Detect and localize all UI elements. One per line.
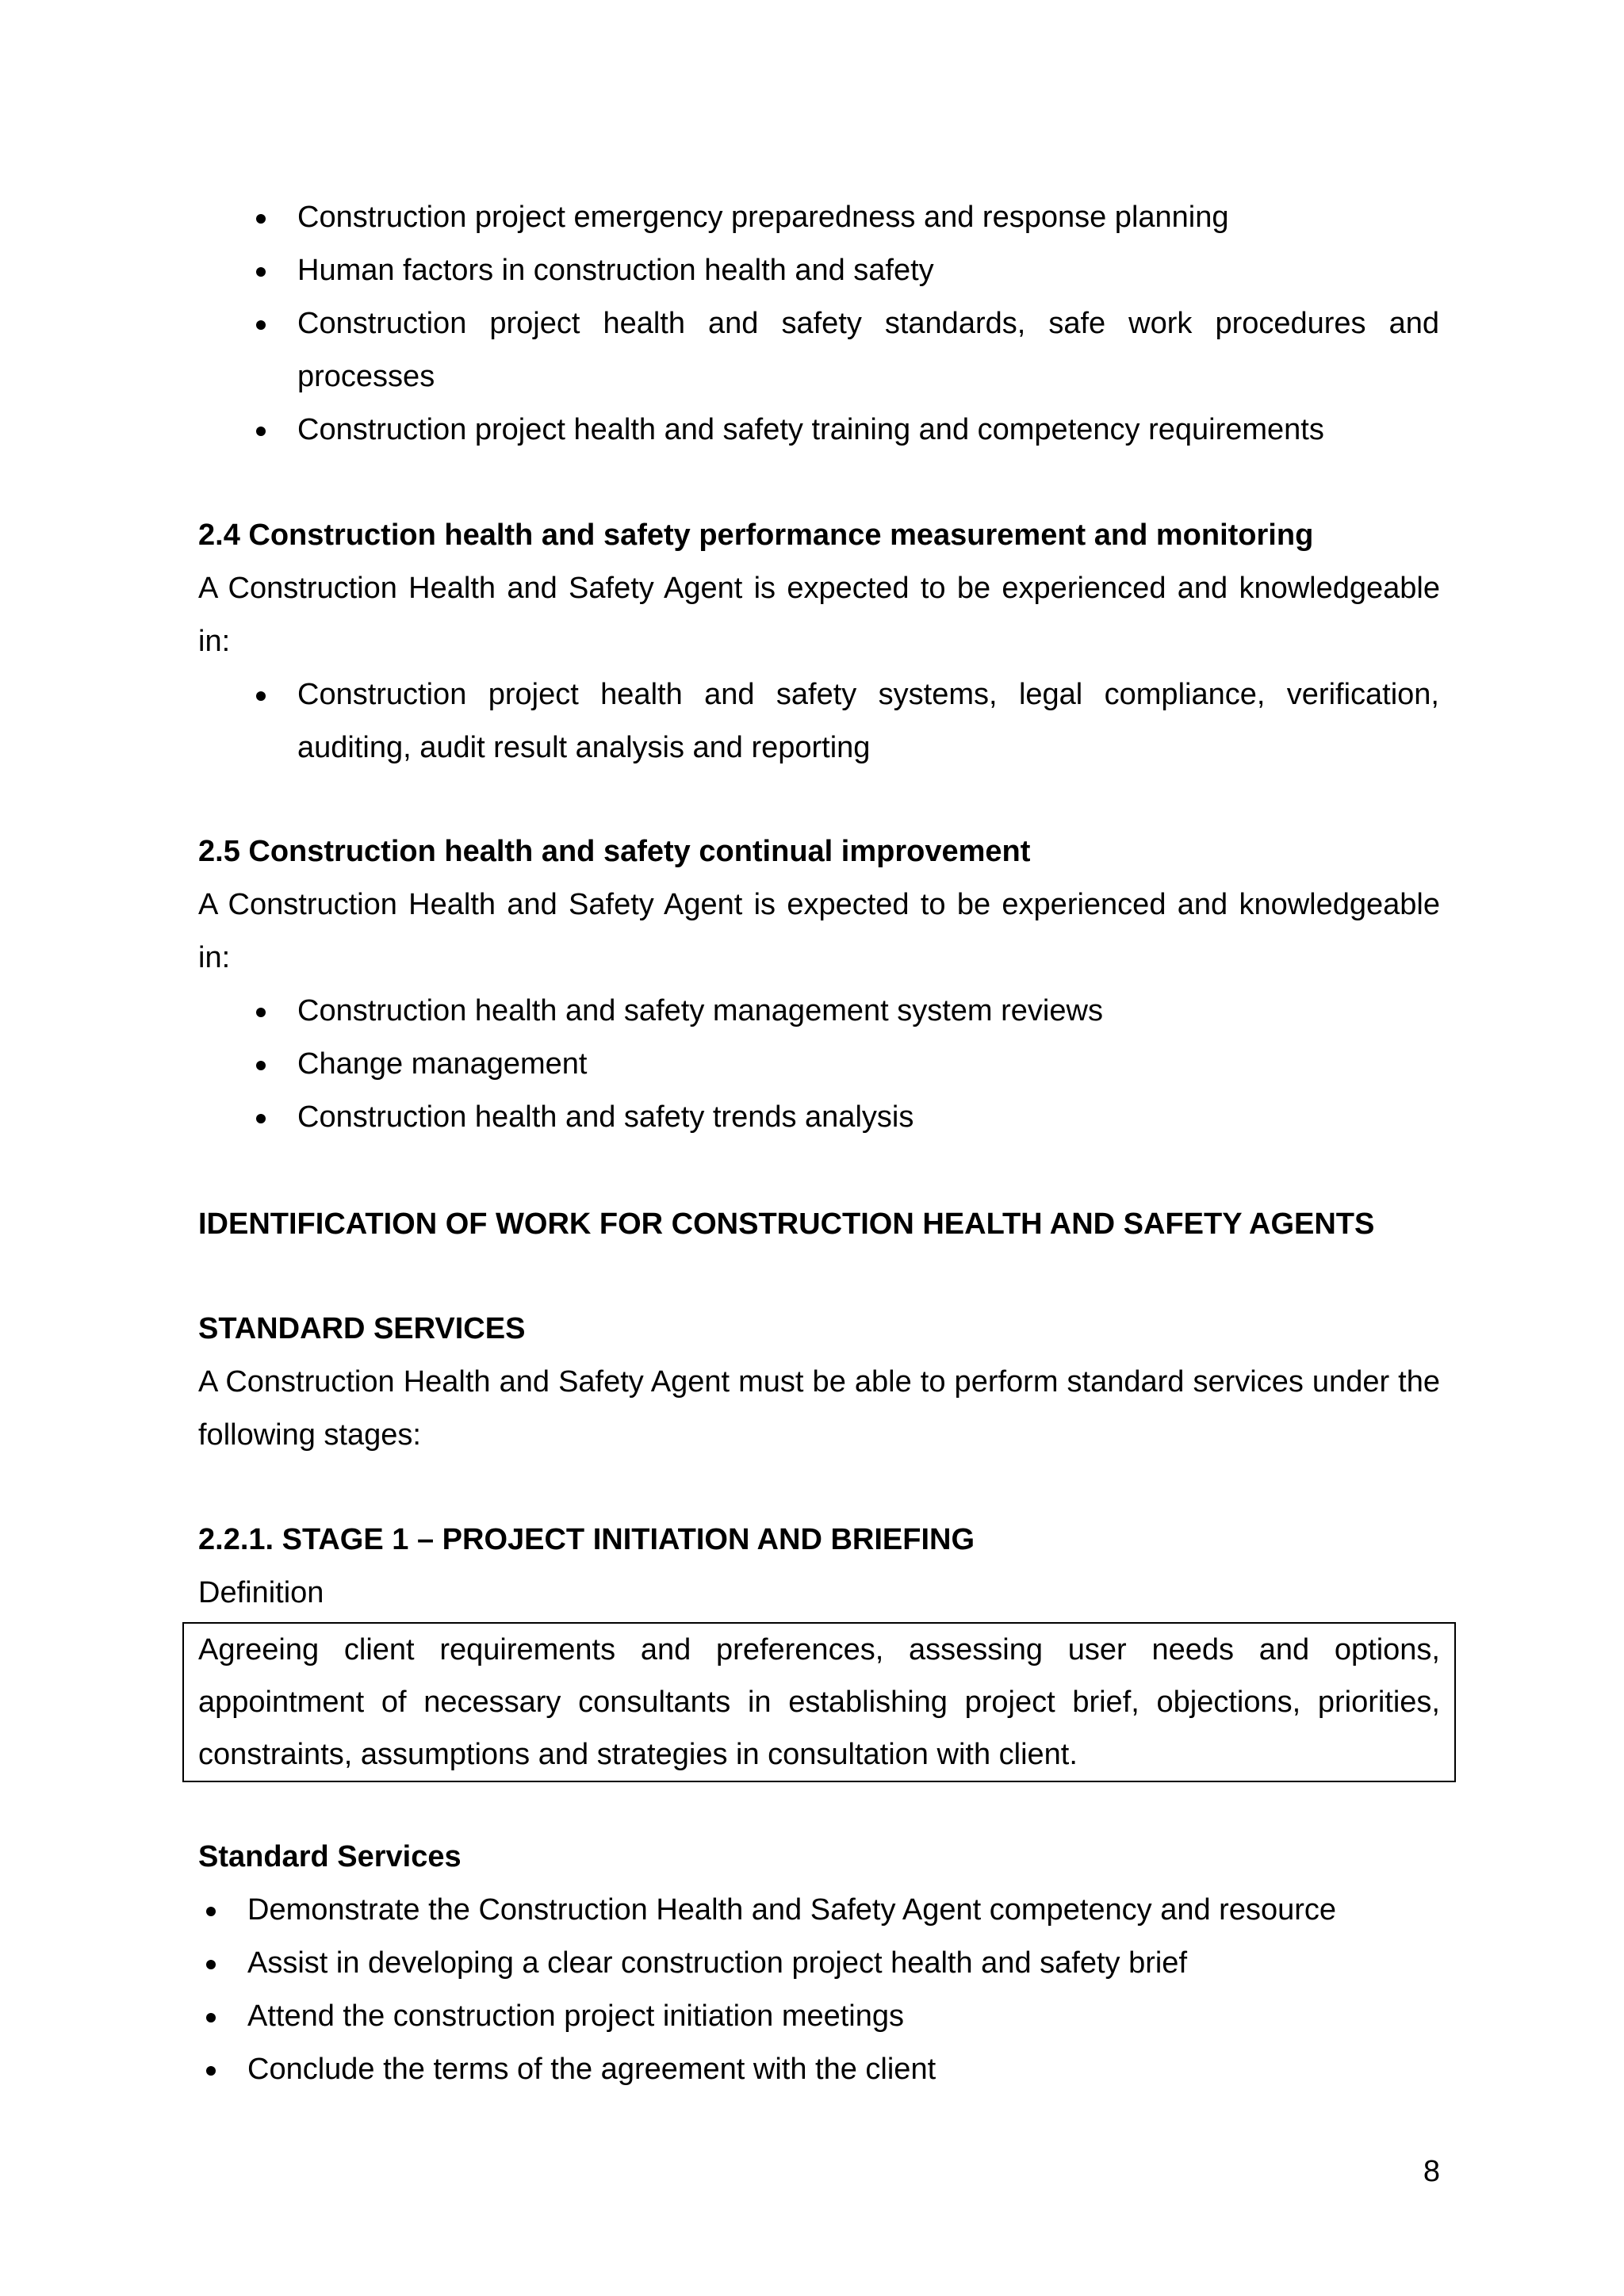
section-intro-2-5: A Construction Health and Safety Agent is expected to be experienced and knowledgeable in: — [198, 888, 1440, 974]
list-item: Assist in developing a clear construction project health and safety brief — [247, 1946, 1187, 1980]
stage1-heading: 2.2.1. STAGE 1 – PROJECT INITIATION AND BRIEFING — [198, 1523, 975, 1556]
standard-services-heading: STANDARD SERVICES — [198, 1312, 526, 1345]
list-item: Conclude the terms of the agreement with the client — [247, 2053, 936, 2086]
list-item: Construction health and safety trends analysis — [297, 1100, 914, 1134]
intro-bullet-list — [248, 191, 1439, 457]
section-intro-2-4: A Construction Health and Safety Agent is expected to be experienced and knowledgeable in: — [198, 572, 1440, 658]
section-heading-2-4: 2.4 Construction health and safety performance measurement and monitoring — [198, 519, 1314, 552]
section-2-4-list — [248, 668, 1439, 775]
definition-text: Agreeing client requirements and preferences, assessing user needs and options, appointment of necessary consultants in establishing project brief, objections, priorities, constraints, assumptions and strategies in consultation with client. — [198, 1633, 1440, 1771]
page-number: 8 — [1423, 2155, 1440, 2188]
list-item: Construction project health and safety training and competency requirements — [297, 413, 1324, 446]
list-item: Construction health and safety management system reviews — [297, 994, 1103, 1027]
list-item: Construction project health and safety standards, safe work procedures and processes — [297, 307, 1439, 393]
standard-services-intro: A Construction Health and Safety Agent must be able to perform standard services under the following stages: — [198, 1365, 1440, 1452]
section-2-5-list — [248, 985, 1439, 1144]
section-heading-2-5: 2.5 Construction health and safety continual improvement — [198, 835, 1031, 868]
list-item: Demonstrate the Construction Health and Safety Agent competency and resource — [247, 1893, 1337, 1927]
list-item: Change management — [297, 1047, 588, 1081]
list-item: Construction project emergency preparedness and response planning — [297, 201, 1229, 234]
list-item: Attend the construction project initiation meetings — [247, 1999, 905, 2033]
list-item: Construction project health and safety systems, legal compliance, verification, auditing, audit result analysis and reporting — [297, 678, 1439, 764]
stage1-services-heading: Standard Services — [198, 1840, 462, 1873]
definition-label: Definition — [198, 1576, 324, 1609]
definition-box — [182, 1622, 1456, 1782]
list-item: Human factors in construction health and safety — [297, 254, 934, 287]
stage1-services-list — [198, 1884, 1440, 2096]
identification-heading: IDENTIFICATION OF WORK FOR CONSTRUCTION HEALTH AND SAFETY AGENTS — [198, 1207, 1375, 1241]
